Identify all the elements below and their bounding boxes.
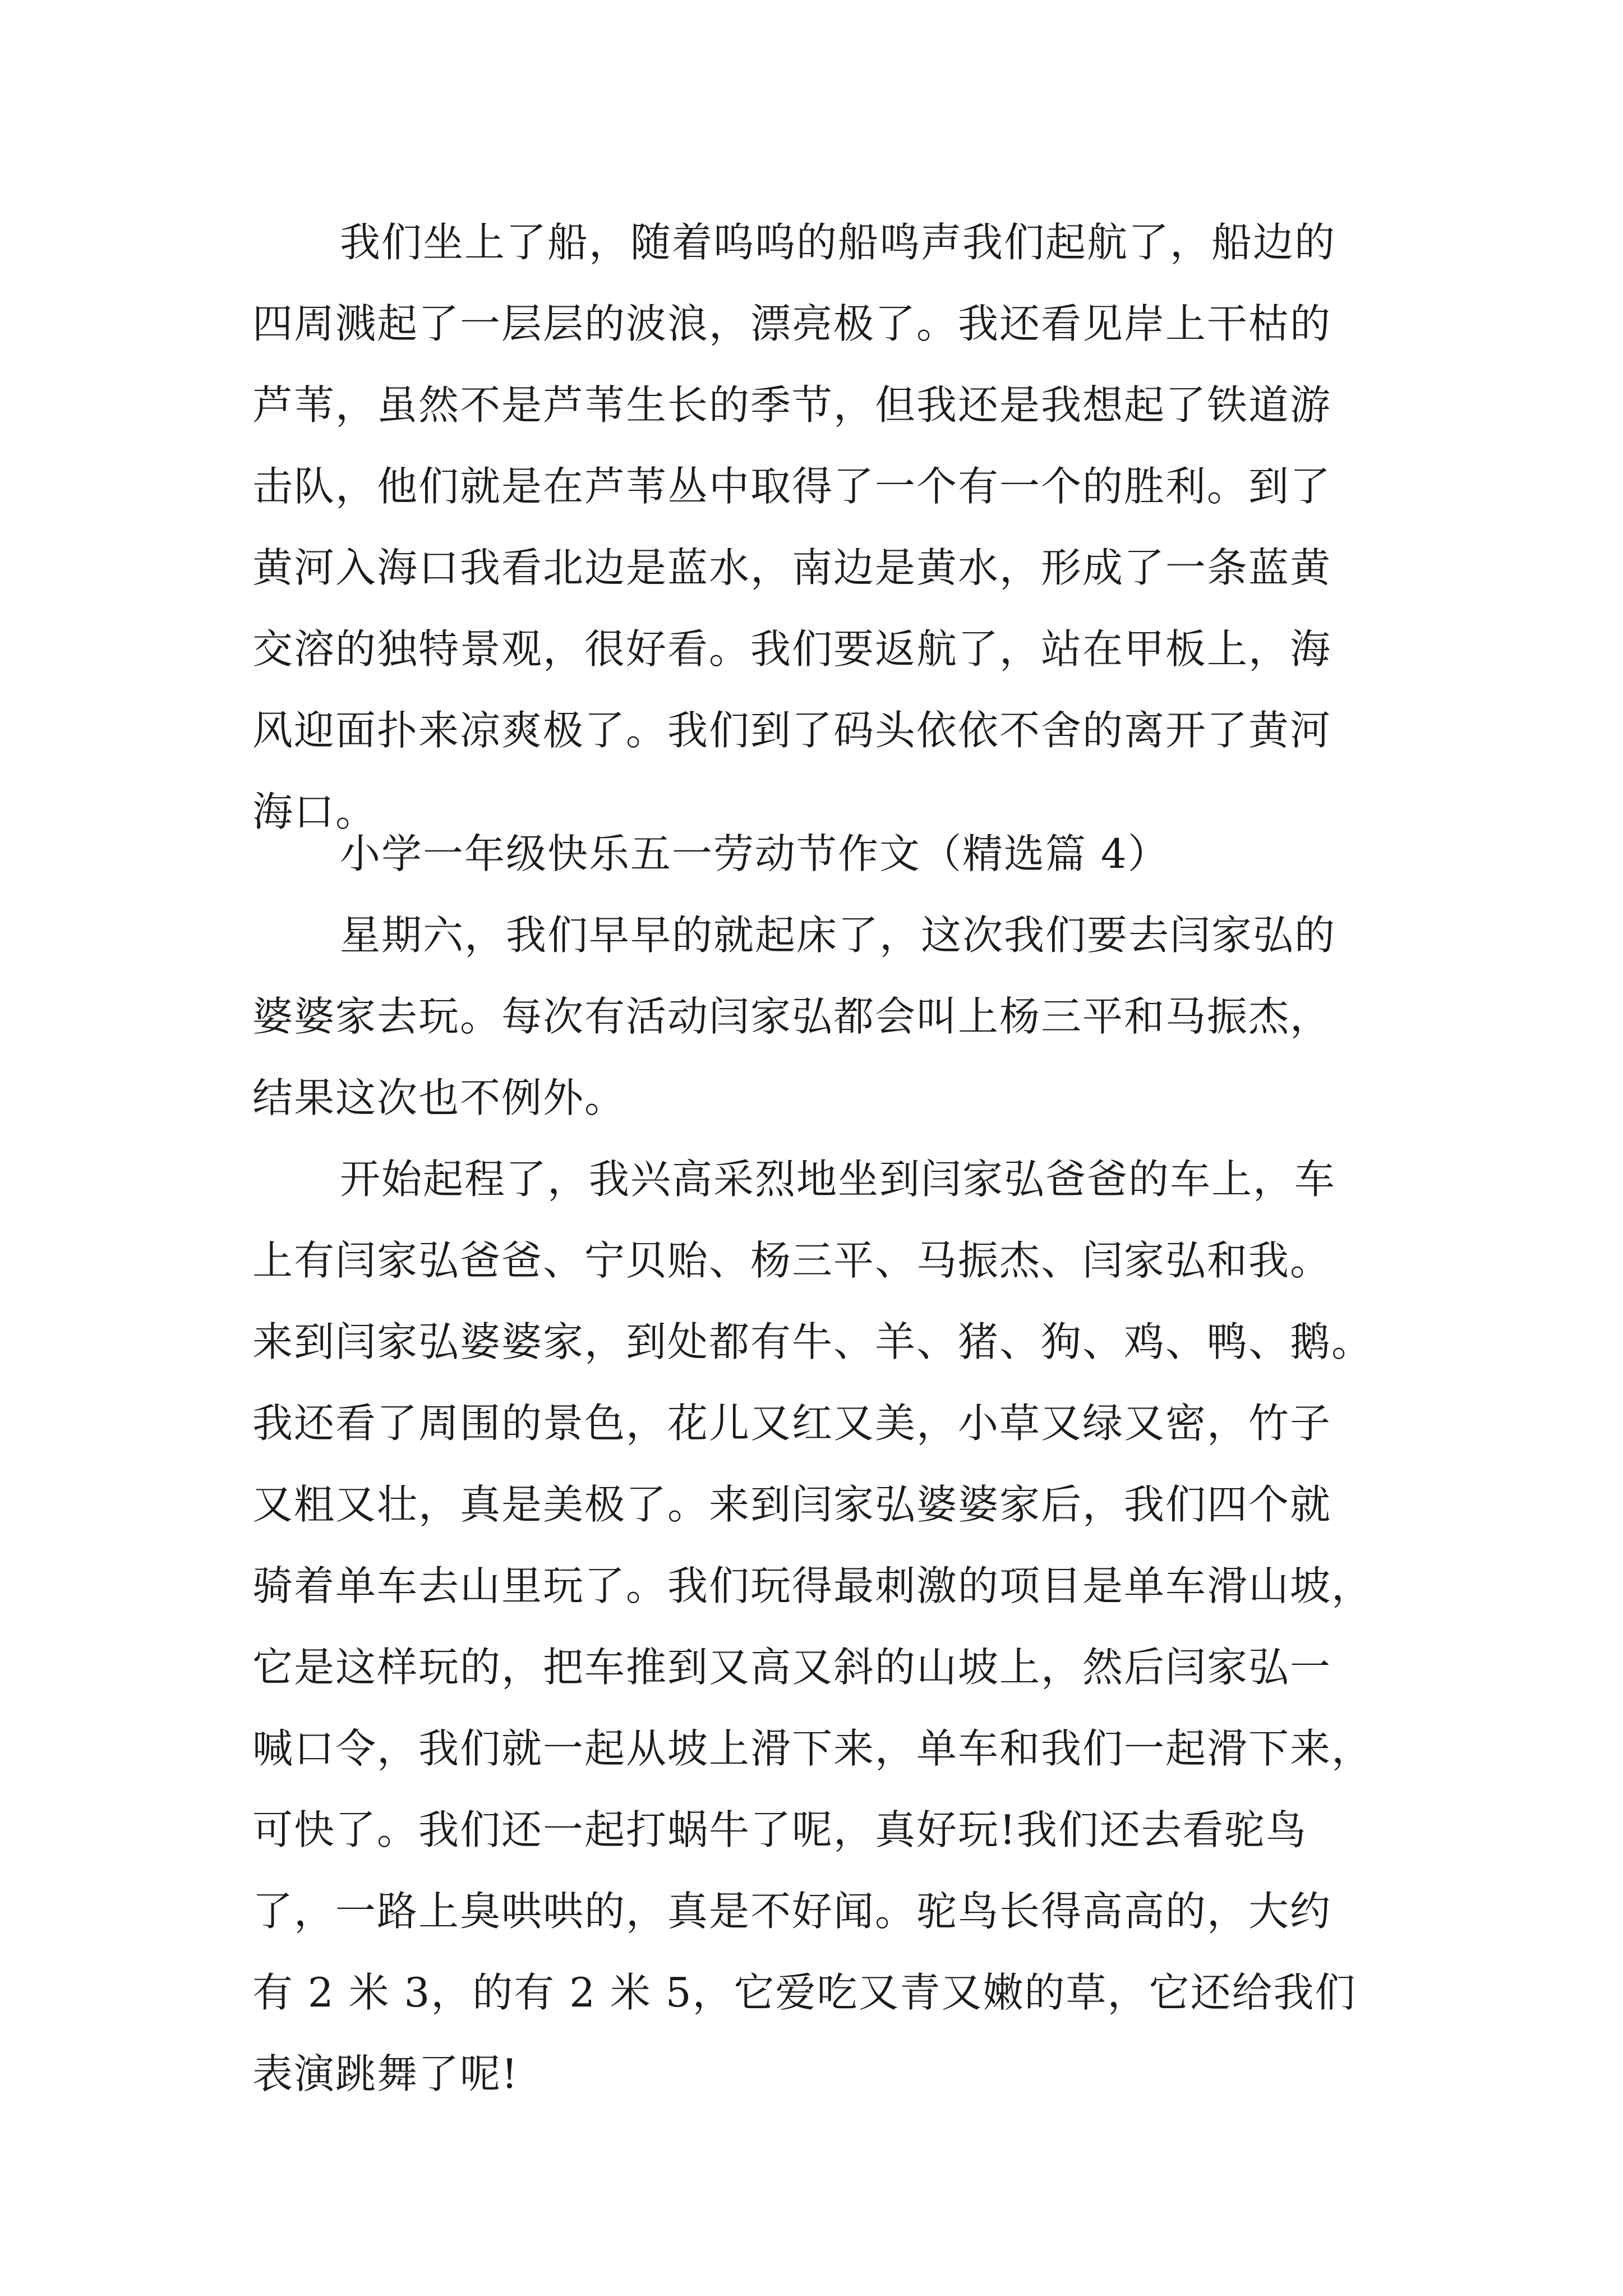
text-line: 开始起程了，我兴高采烈地坐到闫家弘爸爸的车上，车 xyxy=(340,1156,1336,1203)
section-heading xyxy=(252,813,1402,895)
text-line: 黄河入海口我看北边是蓝水，南边是黄水，形成了一条蓝黄 xyxy=(252,544,1332,591)
text-line: 骑着单车去山里玩了。我们玩得最刺激的项目是单车滑山坡， xyxy=(252,1562,1373,1609)
paragraph-farm-visit xyxy=(252,1139,1402,2115)
text-line: 来到闫家弘婆婆家，到处都有牛、羊、猪、狗、鸡、鸭、鹅。 xyxy=(252,1318,1373,1365)
text-line: 了，一路上臭哄哄的，真是不好闻。驼鸟长得高高的，大约 xyxy=(252,1888,1332,1935)
heading-text: 小学一年级快乐五一劳动节作文（精选篇 4） xyxy=(340,830,1169,877)
text-line: 它是这样玩的，把车推到又高又斜的山坡上，然后闫家弘一 xyxy=(252,1644,1332,1691)
text-line: 表演跳舞了呢! xyxy=(252,2050,519,2097)
text-line: 我还看了周围的景色，花儿又红又美，小草又绿又密，竹子 xyxy=(252,1400,1332,1447)
text-line: 婆婆家去玩。每次有活动闫家弘都会叫上杨三平和马振杰， xyxy=(252,993,1332,1040)
paragraph-boat-trip xyxy=(252,202,1402,853)
text-line: 又粗又壮，真是美极了。来到闫家弘婆婆家后，我们四个就 xyxy=(252,1481,1332,1528)
text-line: 交溶的独特景观，很好看。我们要返航了，站在甲板上，海 xyxy=(252,625,1332,673)
text-line: 有 2 米 3，的有 2 米 5，它爱吃又青又嫩的草，它还给我们 xyxy=(252,1969,1357,2016)
text-line: 四周溅起了一层层的波浪，漂亮极了。我还看见岸上干枯的 xyxy=(252,300,1332,347)
text-line: 海口。 xyxy=(252,788,377,835)
text-line: 结果这次也不例外。 xyxy=(252,1074,626,1121)
text-line: 击队，他们就是在芦苇丛中取得了一个有一个的胜利。到了 xyxy=(252,463,1332,510)
text-line: 喊口令，我们就一起从坡上滑下来，单车和我们一起滑下来， xyxy=(252,1725,1373,1772)
paragraph-saturday xyxy=(252,895,1402,1139)
text-line: 我们坐上了船，随着呜呜的船鸣声我们起航了，船边的 xyxy=(340,219,1336,266)
text-line: 芦苇，虽然不是芦苇生长的季节，但我还是我想起了铁道游 xyxy=(252,381,1332,429)
text-line: 风迎面扑来凉爽极了。我们到了码头依依不舍的离开了黄河 xyxy=(252,707,1332,754)
text-line: 星期六，我们早早的就起床了，这次我们要去闫家弘的 xyxy=(340,912,1336,959)
text-line: 上有闫家弘爸爸、宁贝贻、杨三平、马振杰、闫家弘和我。 xyxy=(252,1237,1332,1284)
text-line: 可快了。我们还一起打蜗牛了呢，真好玩!我们还去看驼鸟 xyxy=(252,1806,1307,1853)
